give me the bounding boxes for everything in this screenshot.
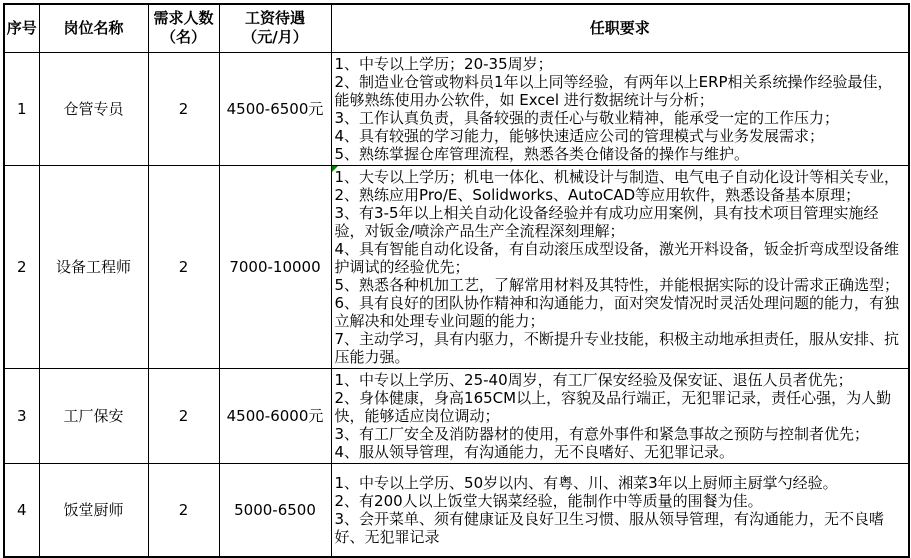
index-cell: 3 (4, 368, 39, 463)
requirement-item: 6、具有良好的团队协作精神和沟通能力，面对突发情况时灵活处理问题的能力，有独立解决和处理专业问题的能力； (334, 293, 900, 330)
header-label-index: 序号 (6, 18, 37, 37)
table-row-2 (4, 165, 909, 368)
header-label-salary-line2: （元/月） (242, 28, 308, 47)
header-label-position: 岗位名称 (63, 18, 124, 37)
header-label-headcount-line2: （名） (160, 28, 206, 47)
requirement-item: 5、熟练掌握仓库管理流程，熟悉各类仓储设备的操作与维护。 (334, 144, 750, 163)
requirement-item: 4、具有较强的学习能力，能够快速适应公司的管理模式与业务发展需求； (334, 126, 825, 145)
salary-cell: 7000-10000 (219, 165, 331, 368)
salary-cell: 5000-6500 (219, 463, 331, 557)
header-cell-index (4, 4, 39, 52)
header-cell-requirements (331, 4, 909, 52)
header-row (4, 4, 909, 52)
requirement-item: 1、中专以上学历、25-40周岁，有工厂保安经验及保安证、退伍人员者优先； (334, 370, 853, 389)
headcount-cell: 2 (148, 463, 219, 557)
requirement-item: 3、有工厂安全及消防器材的使用，有意外事件和紧急事故之预防与控制者优先； (334, 424, 870, 443)
headcount-cell: 2 (148, 165, 219, 368)
cell-error-triangle-icon (332, 166, 338, 172)
requirement-item: 2、制造业仓管或物料员1年以上同等经验，有两年以上ERP相关系统操作经验最佳，能够熟练使用办公软件，如 Excel 进行数据统计与分析； (334, 72, 893, 109)
headcount-cell: 2 (148, 52, 219, 165)
requirement-item: 2、身体健康，身高165CM以上，容貌及品行端正，无犯罪记录，责任心强，为人勤快，能够适应岗位调动； (334, 388, 892, 425)
header-cell-position (39, 4, 148, 52)
index-cell: 2 (4, 165, 39, 368)
position-cell: 仓管专员 (39, 52, 148, 165)
header-label-salary-line1: 工资待遇 (244, 9, 305, 28)
requirement-item: 4、具有智能自动化设备，有自动滚压成型设备，激光开料设备，钣金折弯成型设备维护调试的经验优先； (334, 239, 900, 276)
header-label-headcount-line1: 需求人数 (153, 9, 214, 28)
requirement-item: 7、主动学习，具有内驱力，不断提升专业技能，积极主动地承担责任，服从安排、抗压能力强。 (334, 329, 900, 366)
position-cell: 设备工程师 (39, 165, 148, 368)
header-cell-salary (219, 4, 331, 52)
requirement-item: 1、大专以上学历；机电一体化、机械设计与制造、电气电子自动化设计等相关专业， (334, 167, 900, 186)
requirement-item: 3、会开菜单、须有健康证及良好卫生习惯、服从领导管理，有沟通能力，无不良嗜好、无犯罪记录 (334, 509, 885, 546)
requirement-item: 2、有200人以上饭堂大锅菜经验，能制作中等质量的围餐为佳。 (334, 491, 763, 510)
job-postings-table (3, 3, 910, 558)
requirements-cell (331, 52, 909, 165)
table-row-4 (4, 463, 909, 557)
position-cell: 饭堂厨师 (39, 463, 148, 557)
index-cell: 1 (4, 52, 39, 165)
requirement-item: 5、熟悉各种机加工艺，了解常用材料及其特性，并能根据实际的设计需求正确选型； (334, 275, 900, 294)
header-label-requirements: 任职要求 (589, 18, 650, 37)
headcount-cell: 2 (148, 368, 219, 463)
salary-cell: 4500-6500元 (219, 52, 331, 165)
table-row-3 (4, 368, 909, 463)
salary-cell: 4500-6000元 (219, 368, 331, 463)
header-cell-headcount (148, 4, 219, 52)
requirement-item: 3、工作认真负责，具备较强的责任心与敬业精神，能承受一定的工作压力； (334, 108, 840, 127)
requirements-cell (331, 368, 909, 463)
requirement-item: 4、服从领导管理，有沟通能力，无不良嗜好、无犯罪记录。 (334, 442, 735, 461)
index-cell: 4 (4, 463, 39, 557)
position-cell: 工厂保安 (39, 368, 148, 463)
requirements-cell (331, 463, 909, 557)
requirements-cell (331, 165, 909, 368)
requirement-item: 3、有3-5年以上相关自动化设备经验并有成功应用案例，具有技术项目管理实施经验，对钣金/喷涂产品生产全流程深刻理解； (334, 203, 879, 240)
table-row-1 (4, 52, 909, 165)
requirement-item: 2、熟练应用Pro/E、Solidworks、AutoCAD等应用软件，熟悉设备基本原理； (334, 185, 861, 204)
requirement-item: 1、中专以上学历；20-35周岁； (334, 54, 553, 73)
requirement-item: 1、中专以上学历、50岁以内、有粤、川、湘菜3年以上厨师主厨掌勺经验。 (334, 473, 838, 492)
